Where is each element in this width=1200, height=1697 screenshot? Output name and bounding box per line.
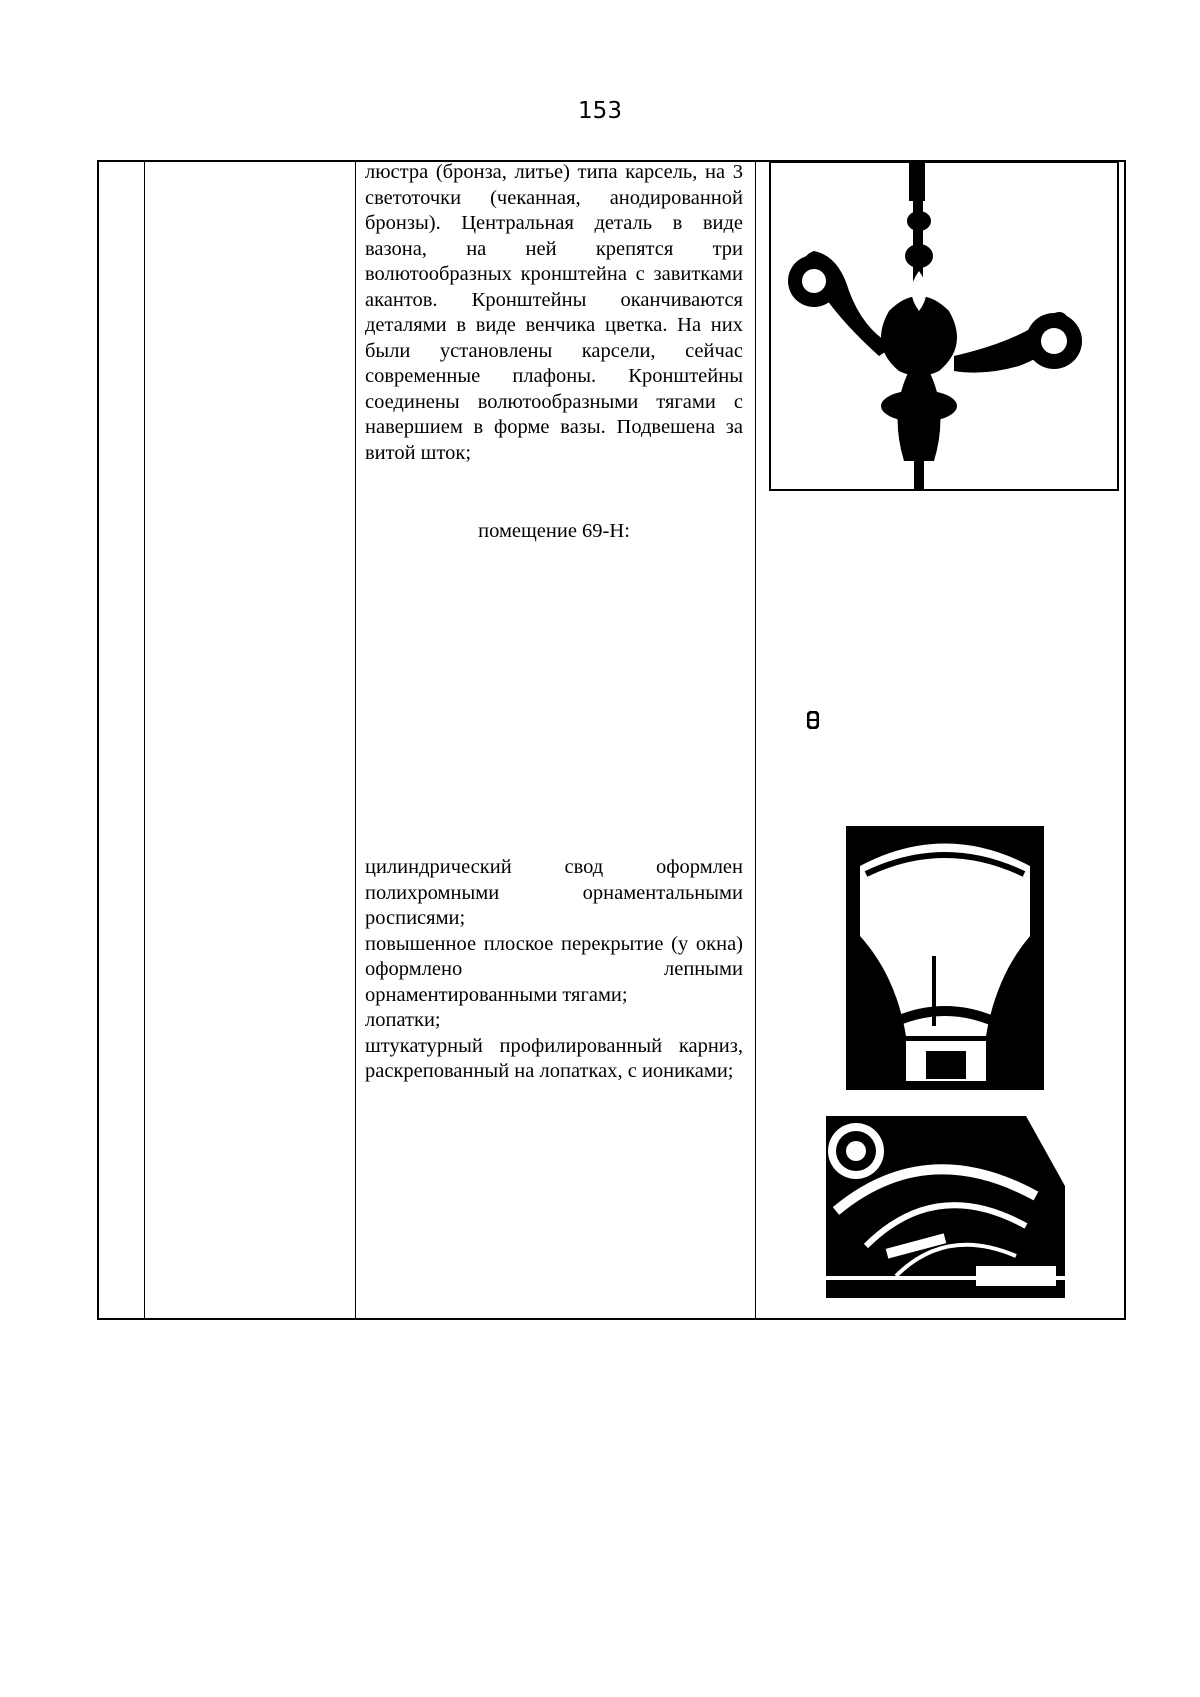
vault-photo-image bbox=[846, 826, 1044, 1090]
column-divider bbox=[355, 162, 356, 1318]
element-item: повышенное плоское перекрытие (у окна) оформлено лепными орнаментированными тягами; bbox=[365, 932, 743, 1006]
element-item: штукатурный профилированный карниз, раскрепованный на лопатках, с иониками; bbox=[365, 1034, 743, 1082]
room-heading: помещение 69-Н: bbox=[478, 520, 630, 542]
ceiling-photo bbox=[826, 1116, 1065, 1298]
column-divider bbox=[755, 162, 756, 1318]
chandelier-photo bbox=[769, 161, 1119, 491]
chandelier-description bbox=[365, 160, 743, 466]
chandelier-description-text: люстра (бронза, литье) типа карсель, на 3 светоточки (чеканная, анодированной бронзы). Центральная деталь в виде вазона, на ней крепятся три волютообразных кронштейна с завитками акантов. Кронштейны оканчиваются деталями в виде венчика цветка. На них были установлены карсели, сейчас современные плафоны. Кронштейны соединены волютообразными тягами с навершием в форме вазы. Подвешена за витой шток; bbox=[365, 161, 743, 464]
vault-photo bbox=[846, 826, 1044, 1090]
bracket-icon-shape bbox=[807, 711, 819, 729]
architectural-elements-list bbox=[365, 855, 743, 1085]
chandelier-photo-image bbox=[769, 161, 1119, 491]
element-item: цилиндрический свод оформлен полихромными орнаментальными росписями; bbox=[365, 856, 743, 929]
ceiling-photo-image bbox=[826, 1116, 1065, 1298]
page-number: 153 bbox=[578, 98, 622, 124]
bracket-icon bbox=[807, 711, 819, 729]
element-item: лопатки; bbox=[365, 1009, 441, 1031]
column-divider bbox=[144, 162, 145, 1318]
